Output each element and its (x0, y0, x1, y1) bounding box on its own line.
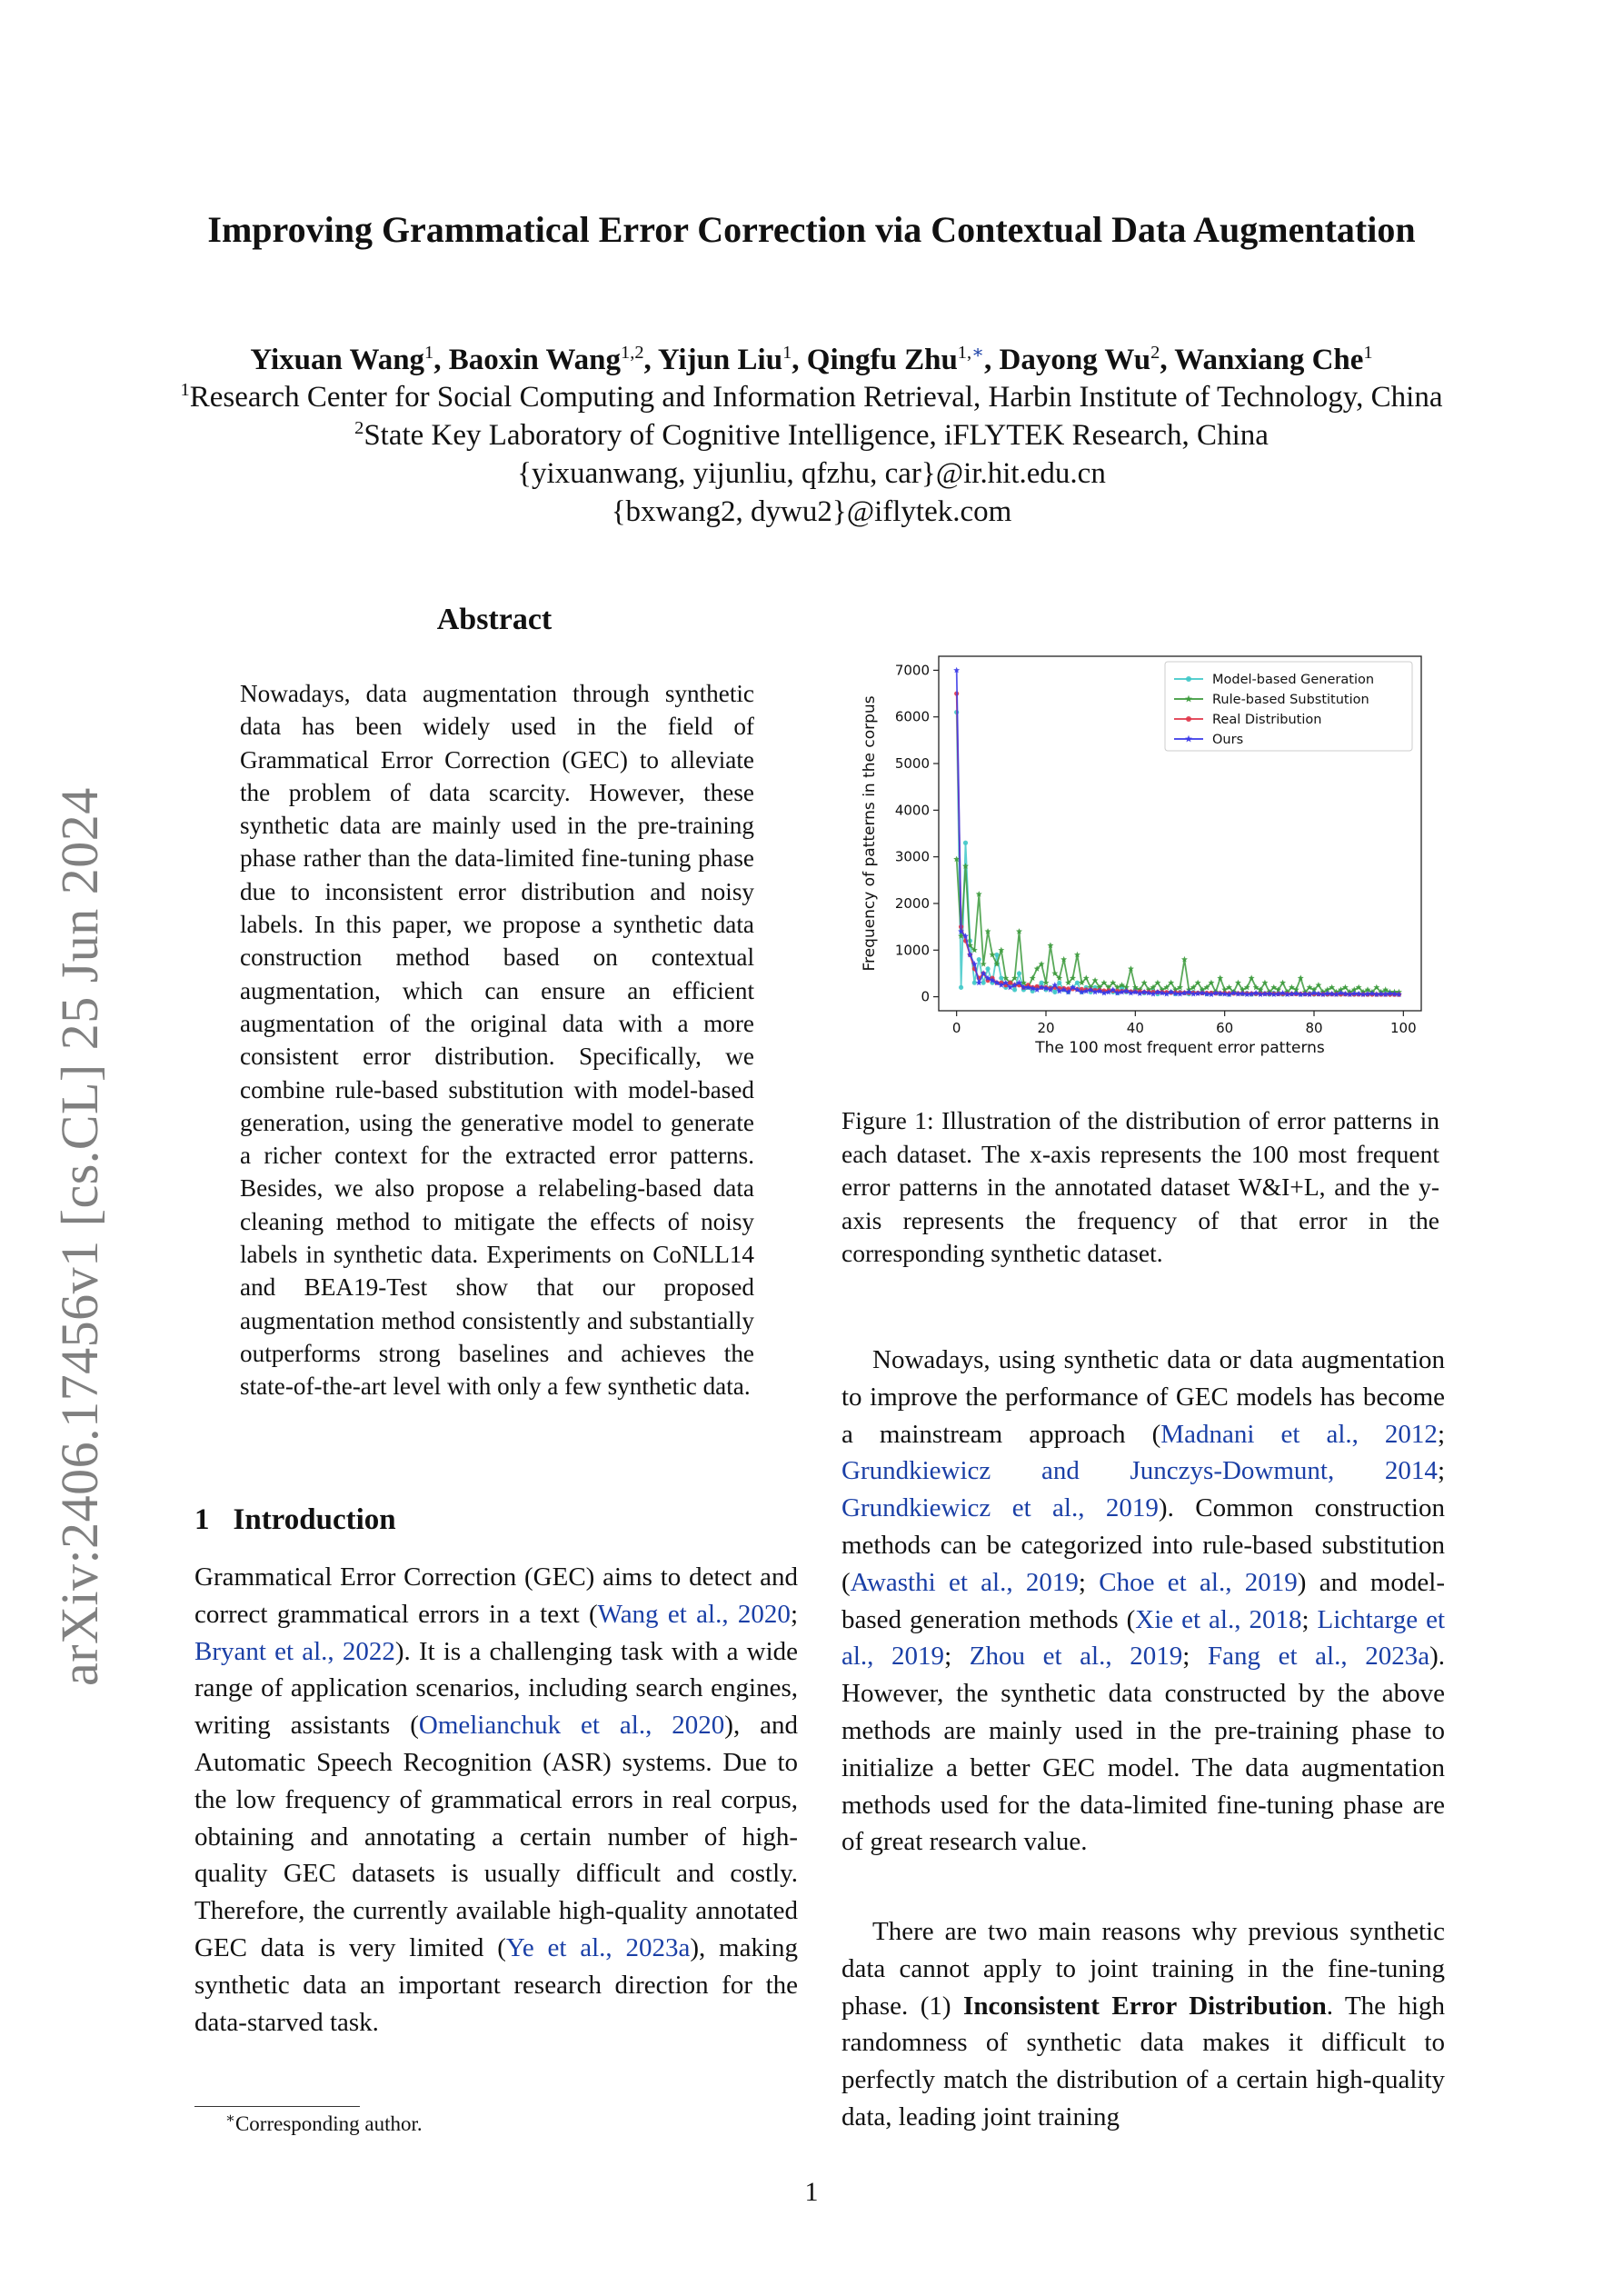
data-point (1057, 981, 1061, 985)
citation-link[interactable]: Lichtarge et al., 2019 (841, 1604, 1446, 1672)
citation-link[interactable]: Ye et al., 2023a (505, 1932, 691, 1962)
data-point (972, 981, 977, 985)
author-name-text: Qingfu Zhu (806, 344, 958, 376)
affiliation-2 (91, 416, 1532, 454)
data-point (963, 841, 968, 845)
author-list: Yixuan Wang$^1$, Baoxin Wang$^{1,2}$, Yijun Liu$^1$, Qingfu Zhu$^{1,∗}$, Dayong Wu$^2$, Wanxiang Che$^1$ (250, 343, 1373, 376)
text-run: ; (1182, 1642, 1208, 1672)
citation-link[interactable]: Wang et al., 2020 (597, 1599, 791, 1629)
text-run: ; (1437, 1456, 1445, 1486)
data-point (999, 975, 1003, 980)
author-name (658, 344, 792, 376)
author-name (807, 344, 984, 376)
text-run: There are two main reasons why previous synthetic data cannot apply to joint training in the fine-tuning phase. (1) (841, 1917, 1445, 2021)
data-point (1244, 991, 1250, 997)
affiliation-text: Research Center for Social Computing and Information Retrieval, Harbin Institute of Technology, China (189, 381, 1443, 414)
footnote-text: Corresponding author. (234, 2112, 423, 2135)
legend-swatch-marker (1186, 676, 1191, 682)
data-point (1017, 971, 1021, 975)
citation-link[interactable]: Grundkiewicz et al., 2019 (841, 1493, 1159, 1523)
x-axis-label: The 100 most frequent error patterns (1035, 1039, 1325, 1057)
author-name-text: Wanxiang Che (1174, 344, 1364, 376)
abstract-heading: Abstract (436, 603, 553, 636)
author-name (449, 344, 644, 376)
arxiv-identifier-stamp: arXiv:2406.17456v1 [cs.CL] 25 Jun 2024 (50, 787, 109, 1686)
data-point (977, 957, 981, 962)
data-point (1141, 980, 1148, 986)
citation-link[interactable]: Choe et al., 2019 (1099, 1567, 1298, 1597)
footnote (225, 2112, 423, 2136)
text-run: Grammatical Error Correction (GEC) aims to detect and correct grammatical errors in a text ( (194, 1562, 798, 1629)
data-point (1012, 987, 1017, 992)
citation-link[interactable]: Omelianchuk et al., 2020 (418, 1711, 725, 1741)
y-axis-label: Frequency of patterns in the corpus (861, 695, 879, 972)
email-line-1: {yixuanwang, yijunliu, qfzhu, car}@ir.hit.edu.cn (517, 457, 1106, 490)
section-number: 1 (194, 1503, 210, 1536)
author-affiliation-marker: 1,2 (620, 343, 644, 363)
data-point (1075, 981, 1080, 985)
series-line-0 (957, 713, 1399, 994)
text-run: ), and Automatic Speech Recognition (ASR) systems. Due to the low frequency of grammatical errors in real corpus, obtaining and annotating a certain number of high-quality GEC datasets is usually difficult and costly. Therefore, the currently available high-quality annotated GEC data is very limited ( (194, 1711, 798, 1962)
x-tick-label: 40 (1126, 1020, 1144, 1036)
y-tick-label: 3000 (894, 848, 930, 865)
data-point (1105, 989, 1111, 995)
affiliation-text: State Key Laboratory of Cognitive Intelligence, iFLYTEK Research, China (363, 419, 1269, 452)
data-point (1092, 977, 1099, 983)
affiliation-1 (91, 378, 1532, 416)
citation-link[interactable]: Grundkiewicz and Junczys-Dowmunt, 2014 (841, 1456, 1438, 1486)
data-point (1270, 991, 1277, 997)
y-tick-label: 6000 (894, 708, 930, 725)
text-run: . The high randomness of synthetic data makes it difficult to perfectly match the distribution of a certain high-quality data, leading joint training (841, 1991, 1445, 2131)
y-tick-label: 7000 (894, 662, 930, 679)
citation-link[interactable]: Bryant et al., 2022 (194, 1636, 395, 1666)
legend-entry: Real Distribution (1212, 713, 1322, 727)
x-tick-label: 100 (1390, 1020, 1417, 1036)
y-tick-label: 5000 (894, 755, 930, 773)
data-point (985, 966, 990, 971)
y-tick-label: 2000 (894, 894, 930, 912)
legend-entry: Model-based Generation (1212, 673, 1375, 687)
page-number: 1 (804, 2177, 819, 2207)
author-name (250, 344, 433, 376)
footnote-marker: ∗ (225, 2111, 235, 2127)
corresponding-author-marker: ∗ (971, 343, 985, 363)
author-affiliation-marker: 1 (782, 343, 792, 363)
text-run: Nowadays, using synthetic data or data augmentation to improve the performance of GEC models has become a mainstream approach ( (841, 1345, 1445, 1449)
data-point (981, 961, 987, 967)
introduction-paragraph (194, 1559, 798, 2041)
data-point (981, 981, 986, 985)
author-affiliation-marker: 2 (1150, 343, 1160, 363)
data-point (1052, 990, 1057, 994)
data-point (1279, 980, 1286, 986)
legend-swatch-marker (1186, 716, 1191, 722)
text-run: ; (1301, 1604, 1318, 1634)
author-affiliation-marker: 1 (1363, 343, 1373, 363)
text-run: ). However, the synthetic data constructed by the above methods are mainly used in the pre-training phase to initialize a better GEC model. The data augmentation methods used for the data-limited fine-tuning phase are of great research value. (841, 1642, 1446, 1857)
text-run: ; (1437, 1419, 1445, 1449)
section-heading-introduction (194, 1503, 396, 1537)
figure-1-chart (841, 649, 1436, 1067)
citation-link[interactable]: Madnani et al., 2012 (1160, 1419, 1438, 1449)
data-point (1159, 990, 1165, 996)
text-run: ). Common construction methods can be categorized into rule-based substitution ( (841, 1493, 1445, 1597)
legend-entry: Ours (1212, 733, 1244, 747)
y-tick-label: 0 (921, 988, 930, 1005)
text-run: ; (1078, 1567, 1100, 1597)
paper-title: Improving Grammatical Error Correction via Contextual Data Augmentation (207, 209, 1416, 250)
citation-link[interactable]: Zhou et al., 2019 (969, 1642, 1183, 1672)
bold-text: Inconsistent Error Distribution (963, 1991, 1327, 2021)
author-name (1174, 344, 1372, 376)
right-column-paragraph-2 (841, 1913, 1445, 2136)
legend-entry: Rule-based Substitution (1212, 693, 1369, 707)
affiliation-marker: 2 (354, 418, 364, 438)
abstract-body: Nowadays, data augmentation through synthetic data has been widely used in the field of Grammatical Error Correction (GEC) to alleviate the problem of data scarcity. However, these synthetic data are mainly used in the pre-training phase rather than the data-limited fine-tuning phase due to inconsistent error distribution and noisy labels. In this paper, we propose a synthetic data construction method based on contextual augmentation, which can ensure an efficient augmentation of the original data with a more consistent error distribution. Specifically, we combine rule-based substitution with model-based generation, using the generative model to generate a richer context for the extracted error patterns. Besides, we also propose a relabeling-based data cleaning method to mitigate the effects of noisy labels in synthetic data. Experiments on CoNLL14 and BEA19-Test show that our proposed augmentation method consistently and substantially outperforms strong baselines and achieves the state-of-the-art level with only a few synthetic data. (240, 680, 754, 1401)
text-run: ), making synthetic data an important research direction for the data-starved task. (194, 1932, 798, 2037)
author-name (1000, 344, 1160, 376)
text-run: ) and model-based generation methods ( (841, 1567, 1446, 1634)
author-name-text: Baoxin Wang (448, 344, 621, 376)
data-point (1043, 980, 1050, 986)
author-affiliation-marker: 1, (957, 343, 972, 363)
data-point (1235, 980, 1241, 986)
author-name-text: Yijun Liu (657, 344, 783, 376)
affiliation-marker: 1 (180, 380, 190, 400)
x-tick-label: 20 (1037, 1020, 1055, 1036)
section-title: Introduction (233, 1503, 396, 1536)
author-affiliation-marker: 1 (424, 343, 434, 363)
text-run: ; (944, 1642, 970, 1672)
series-line-1 (957, 859, 1399, 992)
citation-link[interactable]: Awasthi et al., 2019 (850, 1567, 1079, 1597)
y-tick-label: 4000 (894, 802, 930, 819)
citation-link[interactable]: Xie et al., 2018 (1135, 1604, 1302, 1634)
data-point (959, 985, 963, 990)
email-line-2: {bxwang2, dywu2}@iflytek.com (611, 495, 1012, 528)
author-name-text: Yixuan Wang (250, 344, 425, 376)
x-tick-label: 60 (1216, 1020, 1234, 1036)
x-tick-label: 80 (1305, 1020, 1323, 1036)
text-run: ). It is a challenging task with a wide range of application scenarios, including search engines, writing assistants ( (194, 1636, 798, 1741)
line-chart (841, 649, 1436, 1067)
x-tick-label: 0 (951, 1020, 961, 1036)
footnote-divider (194, 2106, 360, 2107)
citation-link[interactable]: Fang et al., 2023a (1207, 1642, 1430, 1672)
right-column-paragraph-1 (841, 1342, 1445, 1861)
figure-caption: Figure 1: Illustration of the distribution of error patterns in each dataset. The x-axis represents the 100 most frequent error patterns in the annotated dataset W&I+L, and the y-axis represents the frequency of that error in the corresponding synthetic dataset. (841, 1106, 1439, 1268)
y-tick-label: 1000 (894, 942, 930, 959)
author-name-text: Dayong Wu (999, 344, 1151, 376)
text-run: ; (790, 1599, 798, 1629)
